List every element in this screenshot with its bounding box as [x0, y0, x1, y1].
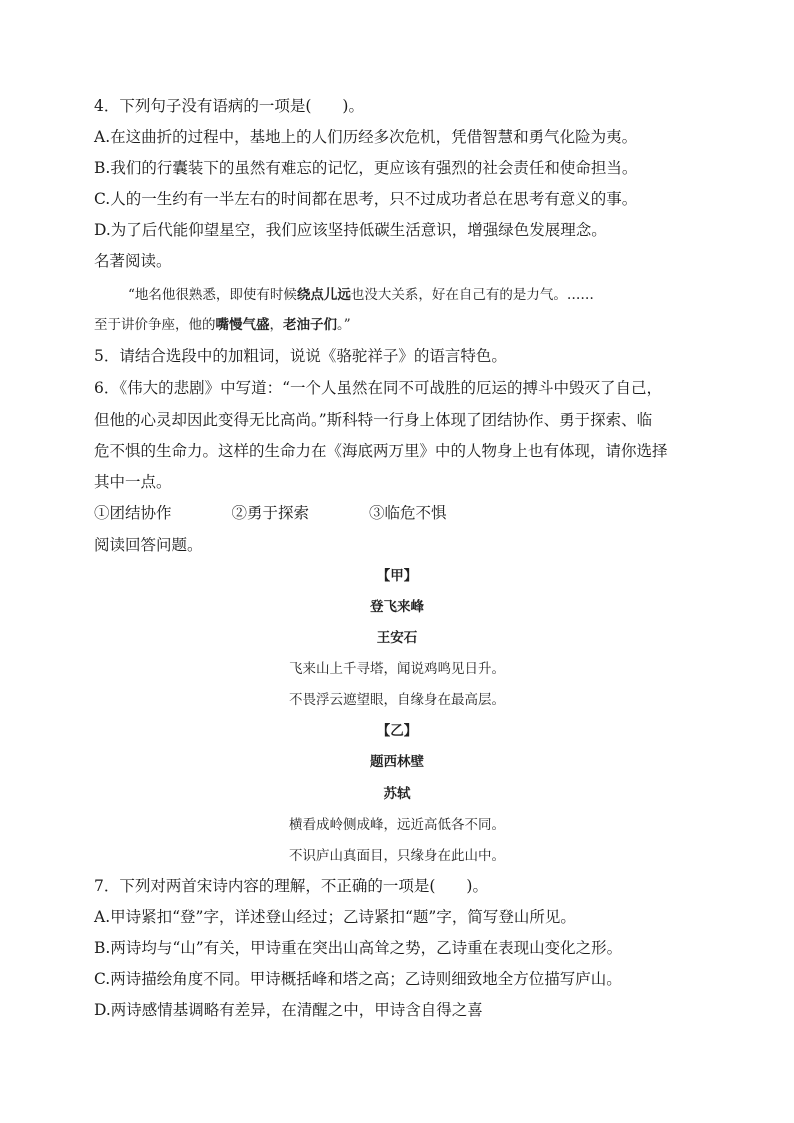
mingzhu-heading: 名著阅读。: [94, 252, 172, 270]
q4-option-b: B.我们的行囊装下的虽然有难忘的记忆，更应该有强烈的社会责任和使命担当。: [94, 159, 638, 177]
quote-bold-word: 绕点儿远: [296, 287, 351, 303]
q7-option-b: B.两诗均与“山”有关，甲诗重在突出山高耸之势，乙诗重在表现山变化之形。: [94, 939, 623, 957]
q6-choice-1: ①团结协作: [94, 504, 172, 522]
quote-text: “地名他很熟悉，即使有时候: [128, 287, 297, 303]
q6-line-3: 危不惧的生命力。这样的生命力在《海底两万里》中的人物身上也有体现，请你选择: [94, 442, 668, 460]
poem-b-line-1: 横看成岭侧成峰，远近高低各不同。: [289, 817, 505, 833]
quote-bold-word: 老油子们: [283, 317, 337, 333]
q4-option-c: C.人的一生约有一半左右的时间都在思考，只不过成功者总在思考有意义的事。: [94, 190, 638, 208]
q5: 5．请结合选段中的加粗词，说说《骆驼祥子》的语言特色。: [94, 347, 507, 365]
q6-choice-3: ③临危不惧: [369, 504, 447, 522]
poem-b-tag: 【乙】: [376, 723, 418, 739]
q6-choices: [94, 503, 447, 523]
poem-a-line-1: 飞来山上千寻塔，闻说鸡鸣见日升。: [289, 661, 505, 677]
poem-a-title: 登飞来峰: [370, 599, 424, 615]
q7-stem: 7．下列对两首宋诗内容的理解，不正确的一项是( )。: [94, 877, 488, 895]
poem-b-author: 苏轼: [383, 786, 411, 802]
poem-b-line-2: 不识庐山真面目，只缘身在此山中。: [289, 848, 505, 864]
quote-text: ，: [269, 317, 283, 333]
q4-option-a: A.在这曲折的过程中，基地上的人们历经多次危机，凭借智慧和勇气化险为夷。: [94, 128, 638, 146]
q4-stem: 4．下列句子没有语病的一项是( )。: [94, 97, 364, 115]
quote-text: 至于讲价争座，他的: [94, 317, 216, 333]
poem-a-line-2: 不畏浮云遮望眼，自缘身在最高层。: [289, 692, 505, 708]
q6-choice-2: ②勇于探索: [231, 504, 310, 522]
poem-a-author: 王安石: [376, 630, 418, 646]
quote-text: 。”: [337, 317, 351, 333]
poem-a-tag: 【甲】: [376, 568, 418, 584]
q6-line-2: 但他的心灵却因此变得无比高尚。”斯科特一行身上体现了团结协作、勇于探索、临: [94, 411, 653, 429]
q7-option-a: A.甲诗紧扣“登”字，详述登山经过；乙诗紧扣“题”字，简写登山所见。: [94, 908, 576, 926]
poem-b-title: 题西林壁: [370, 754, 424, 770]
quote-line-1: [128, 285, 594, 305]
q4-option-d: D.为了后代能仰望星空，我们应该坚持低碳生活意识，增强绿色发展理念。: [94, 221, 607, 239]
quote-text: 也没大关系，好在自己有的是力气。……: [350, 287, 594, 303]
q6-line-4: 其中一点。: [94, 473, 172, 491]
quote-line-2: [94, 315, 351, 335]
q7-option-d: D.两诗感情基调略有差异，在清醒之中，甲诗含自得之喜: [94, 1001, 483, 1019]
q7-option-c: C.两诗描绘角度不同。甲诗概括峰和塔之高；乙诗则细致地全方位描写庐山。: [94, 970, 622, 988]
quote-bold-word: 嘴慢气盛: [215, 317, 270, 333]
q6-line-1: 6．《伟大的悲剧》中写道：“一个人虽然在同不可战胜的厄运的搏斗中毁灭了自己，: [94, 379, 663, 397]
reading-heading: 阅读回答问题。: [94, 536, 203, 554]
